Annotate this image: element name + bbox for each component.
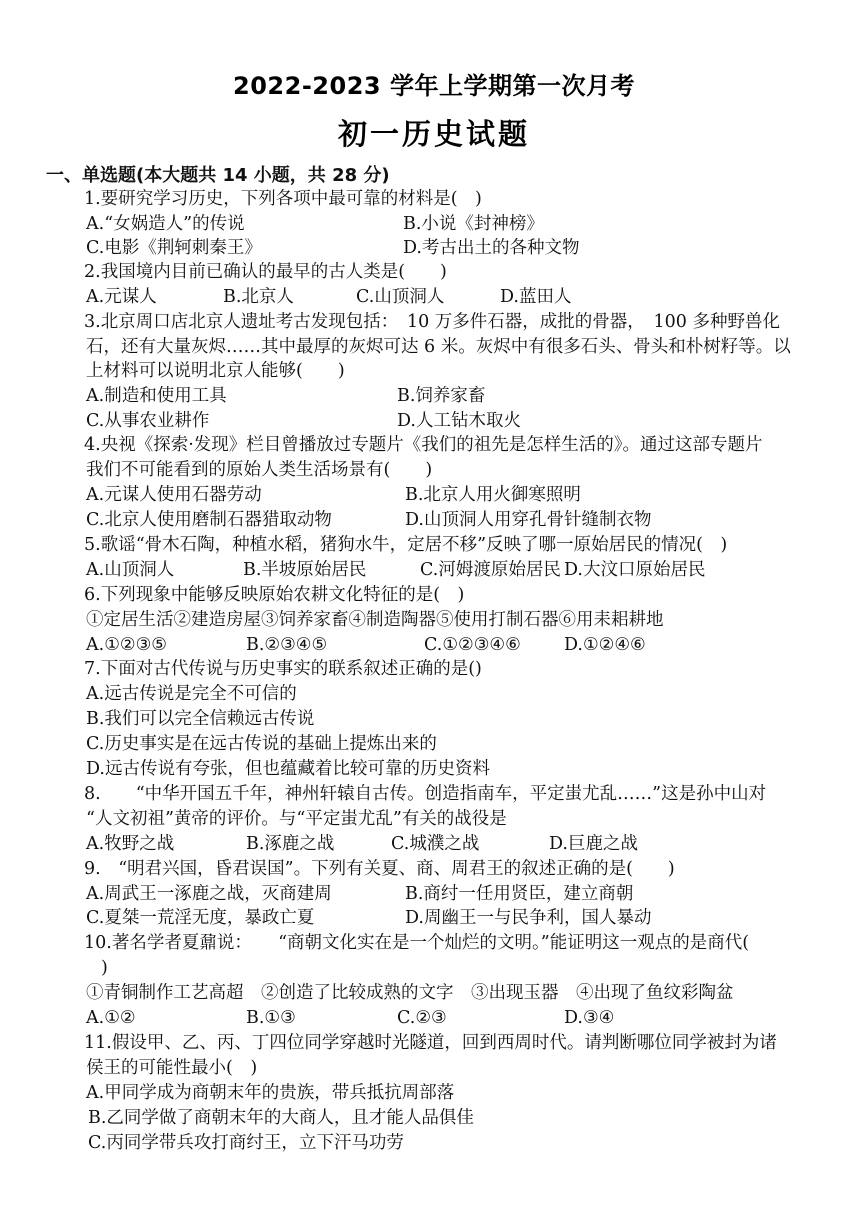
- question-10-option-c: C.②③: [397, 1008, 447, 1028]
- question-8-stem-line-1: 8. “中华开国五千年，神州轩辕自古传。创造指南车，平定蚩尤乱……”这是孙中山对: [84, 784, 767, 804]
- question-11-option-c: C.丙同学带兵攻打商纣王，立下汗马功劳: [88, 1133, 404, 1153]
- question-4-stem-line-1: 4.央视《探索·发现》栏目曾播放过专题片《我们的祖先是怎样生活的》。通过这部专题片: [84, 435, 763, 455]
- question-10-stem-line-2: ): [101, 958, 108, 978]
- question-4-option-b: B.北京人用火御寒照明: [405, 485, 581, 505]
- question-3-option-d: D.人工钻木取火: [397, 411, 521, 431]
- question-3-option-a: A.制造和使用工具: [86, 386, 227, 406]
- question-3-stem-line-2: 石，还有大量灰烬……其中最厚的灰烬可达 6 米。灰烬中有很多石头、骨头和朴树籽等。以: [86, 337, 791, 357]
- question-4-option-a: A.元谋人使用石器劳动: [86, 485, 262, 505]
- question-2-option-d: D.蓝田人: [500, 287, 572, 307]
- question-1-option-a: A.“女娲造人”的传说: [86, 214, 245, 234]
- question-1-option-b: B.小说《封神榜》: [403, 214, 544, 234]
- question-6-items: ①定居生活②建造房屋③饲养家畜④制造陶器⑤使用打制石器⑥用耒耜耕地: [86, 610, 664, 630]
- question-2-option-b: B.北京人: [223, 287, 294, 307]
- question-2-option-c: C.山顶洞人: [356, 287, 445, 307]
- question-1-option-c: C.电影《荆轲刺秦王》: [86, 238, 262, 258]
- question-8-stem-line-2: “人文初祖”黄帝的评价。与“平定蚩尤乱”有关的战役是: [86, 809, 507, 829]
- question-3-stem-line-1: 3.北京周口店北京人遗址考古发现包括： 10 万多件石器，成批的骨器， 100 多种野兽化: [84, 312, 780, 332]
- question-7-option-a: A.远古传说是完全不可信的: [86, 684, 297, 704]
- question-6-option-d: D.①②④⑥: [564, 635, 646, 655]
- section-heading: 一、单选题(本大题共 14 小题，共 28 分): [46, 165, 390, 186]
- question-6-option-b: B.②③④⑤: [246, 635, 328, 655]
- question-9-stem: 9. “明君兴国，昏君误国”。下列有关夏、商、周君王的叙述正确的是( ): [84, 859, 675, 879]
- question-2-option-a: A.元谋人: [86, 287, 157, 307]
- question-4-stem-line-2: 我们不可能看到的原始人类生活场景有( ): [86, 460, 433, 480]
- question-6-option-c: C.①②③④⑥: [424, 635, 521, 655]
- question-10-stem-line-1: 10.著名学者夏鼐说： “商朝文化实在是一个灿烂的文明。”能证明这一观点的是商代(: [84, 933, 750, 953]
- question-5-option-b: B.半坡原始居民: [243, 560, 367, 580]
- question-6-option-a: A.①②③⑤: [86, 635, 167, 655]
- question-7-option-c: C.历史事实是在远古传说的基础上提炼出来的: [86, 734, 437, 754]
- question-10-option-b: B.①③: [246, 1008, 296, 1028]
- question-11-option-b: B.乙同学做了商朝末年的大商人，且才能人品俱佳: [88, 1108, 474, 1128]
- question-5-option-c: C.河姆渡原始居民: [420, 560, 561, 580]
- question-7-option-d: D.远古传说有夸张，但也蕴藏着比较可靠的历史资料: [86, 759, 490, 779]
- question-4-option-c: C.北京人使用磨制石器猎取动物: [86, 510, 332, 530]
- question-8-option-c: C.城濮之战: [391, 834, 480, 854]
- question-1-option-d: D.考古出土的各种文物: [403, 238, 580, 258]
- question-10-option-a: A.①②: [86, 1008, 136, 1028]
- question-5-option-d: D.大汶口原始居民: [564, 560, 706, 580]
- question-5-option-a: A.山顶洞人: [86, 560, 175, 580]
- question-9-option-a: A.周武王一涿鹿之战，灭商建周: [86, 884, 332, 904]
- question-11-stem-line-2: 侯王的可能性最小( ): [86, 1058, 258, 1078]
- question-10-items: ①青铜制作工艺高超 ②创造了比较成熟的文字 ③出现玉器 ④出现了鱼纹彩陶盆: [86, 983, 734, 1003]
- question-3-option-b: B.饲养家畜: [397, 386, 486, 406]
- question-5-stem: 5.歌谣“骨木石陶，种植水稻，猪狗水牛，定居不移”反映了哪一原始居民的情况( ): [84, 535, 728, 555]
- question-8-option-d: D.巨鹿之战: [549, 834, 638, 854]
- question-3-option-c: C.从事农业耕作: [86, 411, 210, 431]
- question-8-option-a: A.牧野之战: [86, 834, 175, 854]
- question-11-stem-line-1: 11.假设甲、乙、丙、丁四位同学穿越时光隧道，回到西周时代。请判断哪位同学被封为诸: [84, 1033, 777, 1053]
- question-1-stem: 1.要研究学习历史，下列各项中最可靠的材料是( ): [84, 189, 482, 209]
- question-2-stem: 2.我国境内目前已确认的最早的古人类是( ): [84, 262, 447, 282]
- question-6-stem: 6.下列现象中能够反映原始农耕文化特征的是( ): [84, 585, 465, 605]
- question-8-option-b: B.涿鹿之战: [246, 834, 335, 854]
- question-9-option-d: D.周幽王一与民争利，国人暴动: [405, 908, 652, 928]
- question-7-stem: 7.下面对古代传说与历史事实的联系叙述正确的是(): [84, 659, 482, 679]
- exam-subtitle: 初一历史试题: [337, 117, 530, 151]
- question-4-option-d: D.山顶洞人用穿孔骨针缝制衣物: [405, 510, 652, 530]
- question-7-option-b: B.我们可以完全信赖远古传说: [86, 709, 315, 729]
- question-11-option-a: A.甲同学成为商朝末年的贵族，带兵抵抗周部落: [86, 1083, 455, 1103]
- question-10-option-d: D.③④: [564, 1008, 615, 1028]
- exam-title: 2022-2023 学年上学期第一次月考: [233, 72, 635, 100]
- question-9-option-c: C.夏桀一荒淫无度，暴政亡夏: [86, 908, 315, 928]
- question-9-option-b: B.商纣一任用贤臣，建立商朝: [405, 884, 634, 904]
- question-3-stem-line-3: 上材料可以说明北京人能够( ): [86, 361, 345, 381]
